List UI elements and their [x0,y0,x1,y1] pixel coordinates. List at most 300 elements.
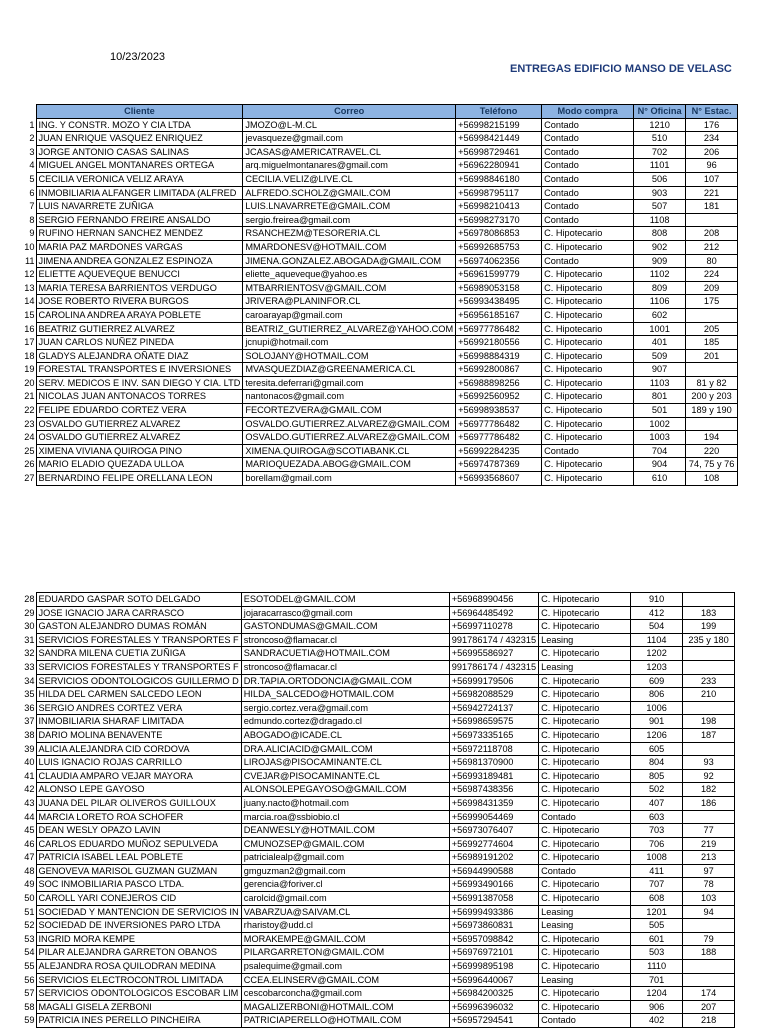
email-cell: eliette_aqueveque@yahoo.es [243,268,456,282]
client-name-cell: ALEJANDRA ROSA QUILODRAN MEDINA [36,960,241,974]
phone-cell: +56998795117 [456,186,542,200]
table-row [0,186,738,200]
office-number-cell: 1008 [631,851,683,865]
phone-cell: +56988898256 [456,376,542,390]
email-cell: ESOTODEL@GMAIL.COM [241,593,449,607]
parking-number-cell [686,308,738,322]
row-number: 20 [24,377,35,388]
office-number-cell: 906 [631,1000,683,1014]
table-row [0,878,735,892]
email-cell: MARIOQUEZADA.ABOG@GMAIL.COM [243,458,456,472]
row-number: 11 [24,255,35,266]
purchase-mode-cell: Contado [542,132,634,146]
email-cell: teresita.deferrari@gmail.com [243,376,456,390]
office-number-cell: 1206 [631,728,683,742]
phone-cell: +56992560952 [456,390,542,404]
phone-cell: +56993490166 [449,878,538,892]
office-number-cell: 1101 [634,159,686,173]
client-name-cell: ING. Y CONSTR. MOZO Y CIA LTDA [36,118,243,132]
phone-cell: 991786174 / 432315 [449,633,538,647]
client-name-cell: CECILIA VERONICA VELIZ ARAYA [36,172,243,186]
table-row [0,213,738,227]
column-header-oficina: N° Oficina [634,105,686,119]
parking-number-cell: 79 [683,932,735,946]
row-number: 5 [29,173,35,184]
email-cell: nantonacos@gmail.com [243,390,456,404]
row-number: 32 [24,648,35,659]
purchase-mode-cell: C. Hipotecario [542,281,634,295]
client-name-cell: OSVALDO GUTIERREZ ALVAREZ [36,417,243,431]
purchase-mode-cell: C. Hipotecario [539,593,631,607]
client-name-cell: ALICIA ALEJANDRA CID CORDOVA [36,742,241,756]
table-row [0,756,735,770]
table-row [0,431,738,445]
email-cell: CMUNOZSEP@GMAIL.COM [241,837,449,851]
table-row [0,1000,735,1014]
office-number-cell: 504 [631,620,683,634]
client-name-cell: SOC INMOBILIARIA PASCO LTDA. [36,878,241,892]
client-name-cell: SERVICIOS ODONTOLOGICOS GUILLERMO D [36,674,241,688]
office-number-cell: 805 [631,769,683,783]
client-name-cell: SERGIO FERNANDO FREIRE ANSALDO [36,213,243,227]
client-name-cell: HILDA DEL CARMEN SALCEDO LEON [36,688,241,702]
parking-number-cell [686,213,738,227]
client-name-cell: MARIA TERESA BARRIENTOS VERDUGO [36,281,243,295]
row-number: 19 [24,364,35,375]
column-header-estacionamiento: N° Estac. [686,105,738,119]
table-row [0,444,738,458]
office-number-cell: 501 [634,404,686,418]
phone-cell: +56973076407 [449,824,538,838]
table-row [0,227,738,241]
email-cell: sergio.cortez.vera@gmail.com [241,701,449,715]
client-name-cell: PILAR ALEJANDRA GARRETON OBANOS [36,946,241,960]
row-number: 17 [24,337,35,348]
client-name-cell: LUIS NAVARRETE ZUÑIGA [36,200,243,214]
client-name-cell: SOCIEDAD Y MANTENCION DE SERVICIOS IN [36,905,241,919]
client-name-cell: GASTON ALEJANDRO DUMAS ROMÁN [36,620,241,634]
client-name-cell: PATRICIA INES PERELLO PINCHEIRA [36,1014,241,1028]
row-number: 29 [24,607,35,618]
purchase-mode-cell: C. Hipotecario [539,851,631,865]
phone-cell: +56991387058 [449,892,538,906]
table-row [0,593,735,607]
phone-cell: +56956185167 [456,308,542,322]
office-number-cell: 706 [631,837,683,851]
client-name-cell: GENOVEVA MARISOL GUZMAN GUZMAN [36,864,241,878]
office-number-cell: 707 [631,878,683,892]
row-number: 18 [24,350,35,361]
table-row [0,281,738,295]
column-header-modo-compra: Modo compra [542,105,634,119]
client-name-cell: JUANA DEL PILAR OLIVEROS GUILLOUX [36,796,241,810]
office-number-cell: 704 [634,444,686,458]
parking-number-cell: 174 [683,987,735,1001]
parking-number-cell: 181 [686,200,738,214]
purchase-mode-cell: Leasing [539,919,631,933]
phone-cell: +56996396032 [449,1000,538,1014]
client-name-cell: ELIETTE AQUEVEQUE BENUCCI [36,268,243,282]
purchase-mode-cell: C. Hipotecario [542,349,634,363]
table-row [0,118,738,132]
row-number: 22 [24,405,35,416]
parking-number-cell: 234 [686,132,738,146]
table-row [0,769,735,783]
office-number-cell: 605 [631,742,683,756]
office-number-cell: 610 [634,472,686,486]
client-name-cell: JUAN CARLOS NUÑEZ PINEDA [36,336,243,350]
purchase-mode-cell: Contado [542,444,634,458]
phone-cell: +56974787369 [456,458,542,472]
phone-cell: +56992180556 [456,336,542,350]
parking-number-cell: 194 [686,431,738,445]
office-number-cell: 1002 [634,417,686,431]
phone-cell: +56987438356 [449,783,538,797]
office-number-cell: 1106 [634,295,686,309]
table-row [0,701,735,715]
report-date: 10/23/2023 [110,51,166,63]
purchase-mode-cell: C. Hipotecario [539,892,631,906]
phone-cell: +56998729461 [456,145,542,159]
email-cell: gerencia@foriver.cl [241,878,449,892]
phone-cell: +56942724137 [449,701,538,715]
purchase-mode-cell: Contado [542,159,634,173]
purchase-mode-cell: Contado [542,118,634,132]
purchase-mode-cell: Contado [539,1014,631,1028]
email-cell: MAGALIZERBONI@HOTMAIL.COM [241,1000,449,1014]
purchase-mode-cell: Contado [542,200,634,214]
client-name-cell: SERVICIOS ELECTROCONTROL LIMITADA [36,973,241,987]
phone-cell: +56996440067 [449,973,538,987]
parking-number-cell: 189 y 190 [686,404,738,418]
parking-number-cell: 77 [683,824,735,838]
parking-number-cell: 207 [683,1000,735,1014]
purchase-mode-cell: Leasing [539,973,631,987]
email-cell: CVEJAR@PISOCAMINANTE.CL [241,769,449,783]
office-number-cell: 701 [631,973,683,987]
parking-number-cell: 92 [683,769,735,783]
table-row [0,824,735,838]
row-number: 50 [24,893,35,904]
email-cell: cescobarconcha@gmail.com [241,987,449,1001]
parking-number-cell: 235 y 180 [683,633,735,647]
row-number: 24 [24,432,35,443]
row-number: 48 [24,865,35,876]
email-cell: JRIVERA@PLANINFOR.CL [243,295,456,309]
parking-number-cell: 97 [683,864,735,878]
client-name-cell: DARIO MOLINA BENAVENTE [36,728,241,742]
row-number: 52 [24,920,35,931]
phone-cell: +56981370900 [449,756,538,770]
parking-number-cell: 201 [686,349,738,363]
phone-cell: +56999493386 [449,905,538,919]
office-number-cell: 407 [631,796,683,810]
office-number-cell: 903 [634,186,686,200]
email-cell: LUIS.LNAVARRETE@GMAIL.COM [243,200,456,214]
purchase-mode-cell: C. Hipotecario [539,742,631,756]
parking-number-cell [683,701,735,715]
row-number: 8 [29,214,35,225]
table-row [0,688,735,702]
table-row [0,458,738,472]
table-row [0,417,738,431]
row-number: 39 [24,743,35,754]
office-number-cell: 804 [631,756,683,770]
purchase-mode-cell: C. Hipotecario [539,688,631,702]
table-row [0,660,735,674]
office-number-cell: 609 [631,674,683,688]
phone-cell: +56973860831 [449,919,538,933]
client-name-cell: LUIS IGNACIO ROJAS CARRILLO [36,756,241,770]
row-number: 43 [24,797,35,808]
client-name-cell: SERVICIOS FORESTALES Y TRANSPORTES F [36,633,241,647]
client-name-cell: SANDRA MILENA CUETIA ZUÑIGA [36,647,241,661]
table-row [0,390,738,404]
client-name-cell: DEAN WESLY OPAZO LAVIN [36,824,241,838]
purchase-mode-cell: C. Hipotecario [542,417,634,431]
parking-number-cell [683,919,735,933]
parking-number-cell: 93 [683,756,735,770]
phone-cell: +56998431359 [449,796,538,810]
client-name-cell: SERGIO ANDRES CORTEZ VERA [36,701,241,715]
client-name-cell: PATRICIA ISABEL LEAL POBLETE [36,851,241,865]
office-number-cell: 910 [631,593,683,607]
table-row [0,973,735,987]
office-number-cell: 1104 [631,633,683,647]
office-number-cell: 510 [634,132,686,146]
purchase-mode-cell: C. Hipotecario [539,878,631,892]
row-number: 47 [24,852,35,863]
office-number-cell: 411 [631,864,683,878]
parking-number-cell: 209 [686,281,738,295]
deliveries-table-top [0,104,738,486]
email-cell: DR.TAPIA.ORTODONCIA@GMAIL.COM [241,674,449,688]
client-name-cell: CAROLL YARI CONEJEROS CID [36,892,241,906]
header-row [0,105,738,119]
row-number: 34 [24,675,35,686]
office-number-cell: 502 [631,783,683,797]
phone-cell: +56977786482 [456,431,542,445]
row-number: 31 [24,634,35,645]
email-cell: gmguzman2@gmail.com [241,864,449,878]
office-number-cell: 1110 [631,960,683,974]
client-name-cell: MARIA PAZ MARDONES VARGAS [36,240,243,254]
parking-number-cell [683,810,735,824]
purchase-mode-cell: Leasing [539,633,631,647]
client-name-cell: INGRID MORA KEMPE [36,932,241,946]
purchase-mode-cell: C. Hipotecario [539,769,631,783]
table-row [0,240,738,254]
purchase-mode-cell: C. Hipotecario [539,783,631,797]
row-number: 30 [24,621,35,632]
email-cell: jojaracarrasco@gmail.com [241,606,449,620]
row-number: 14 [24,296,35,307]
parking-number-cell: 74, 75 y 76 [686,458,738,472]
table-row [0,892,735,906]
table-row [0,851,735,865]
purchase-mode-cell: C. Hipotecario [542,431,634,445]
parking-number-cell: 198 [683,715,735,729]
phone-cell: +56992685753 [456,240,542,254]
row-number: 53 [24,933,35,944]
purchase-mode-cell: C. Hipotecario [542,322,634,336]
row-number: 59 [24,1015,35,1026]
parking-number-cell: 186 [683,796,735,810]
row-number: 44 [24,811,35,822]
email-cell: juany.nacto@hotmail.com [241,796,449,810]
phone-cell: +56961599779 [456,268,542,282]
email-cell: SOLOJANY@HOTMAIL.COM [243,349,456,363]
email-cell: JCASAS@AMERICATRAVEL.CL [243,145,456,159]
row-number: 33 [24,661,35,672]
email-cell: MORAKEMPE@GMAIL.COM [241,932,449,946]
email-cell: GASTONDUMAS@GMAIL.COM [241,620,449,634]
email-cell: jevasqueze@gmail.com [243,132,456,146]
table-row [0,295,738,309]
office-number-cell: 602 [634,308,686,322]
office-number-cell: 1210 [634,118,686,132]
email-cell: MMARDONESV@HOTMAIL.COM [243,240,456,254]
row-number: 7 [29,201,35,212]
row-number: 55 [24,961,35,972]
client-name-cell: INMOBILIARIA ALFANGER LIMITADA (ALFRED [36,186,243,200]
table-row [0,742,735,756]
client-name-cell: BERNARDINO FELIPE ORELLANA LEON [36,472,243,486]
email-cell: PILARGARRETON@GMAIL.COM [241,946,449,960]
purchase-mode-cell: C. Hipotecario [539,620,631,634]
parking-number-cell: 224 [686,268,738,282]
phone-cell: +56999895198 [449,960,538,974]
office-number-cell: 1102 [634,268,686,282]
table-row [0,620,735,634]
parking-number-cell [686,363,738,377]
table-row [0,932,735,946]
table-row [0,200,738,214]
email-cell: DEANWESLY@HOTMAIL.COM [241,824,449,838]
column-header-telefono: Teléfono [456,105,542,119]
office-number-cell: 703 [631,824,683,838]
table-row [0,172,738,186]
parking-number-cell: 220 [686,444,738,458]
email-cell: RSANCHEZM@TESORERIA.CL [243,227,456,241]
email-cell: stroncoso@flamacar.cl [241,633,449,647]
purchase-mode-cell: C. Hipotecario [539,715,631,729]
email-cell: borellam@gmail.com [243,472,456,486]
parking-number-cell: 96 [686,159,738,173]
client-name-cell: ALONSO LEPE GAYOSO [36,783,241,797]
purchase-mode-cell: C. Hipotecario [539,837,631,851]
client-name-cell: SOCIEDAD DE INVERSIONES PARO LTDA [36,919,241,933]
phone-cell: +56993189481 [449,769,538,783]
purchase-mode-cell: C. Hipotecario [539,674,631,688]
purchase-mode-cell: C. Hipotecario [539,932,631,946]
office-number-cell: 909 [634,254,686,268]
office-number-cell: 808 [634,227,686,241]
office-number-cell: 506 [634,172,686,186]
table-row [0,633,735,647]
office-number-cell: 902 [634,240,686,254]
purchase-mode-cell: C. Hipotecario [542,295,634,309]
email-cell: PATRICIAPERELLO@HOTMAIL.COM [241,1014,449,1028]
client-name-cell: SERV. MEDICOS E INV. SAN DIEGO Y CIA. LTD [36,376,243,390]
client-name-cell: JUAN ENRIQUE VASQUEZ ENRIQUEZ [36,132,243,146]
office-number-cell: 901 [631,715,683,729]
parking-number-cell: 107 [686,172,738,186]
email-cell: stroncoso@flamacar.cl [241,660,449,674]
office-number-cell: 507 [634,200,686,214]
email-cell: XIMENA.QUIROGA@SCOTIABANK.CL [243,444,456,458]
office-number-cell: 809 [634,281,686,295]
purchase-mode-cell: Leasing [539,905,631,919]
row-number: 3 [29,146,35,157]
purchase-mode-cell: Leasing [539,660,631,674]
email-cell: marcia.roa@ssbiobio.cl [241,810,449,824]
client-name-cell: MARIO ELADIO QUEZADA ULLOA [36,458,243,472]
client-name-cell: RUFINO HERNAN SANCHEZ MENDEZ [36,227,243,241]
row-number: 58 [24,1001,35,1012]
row-number: 26 [24,459,35,470]
email-cell: SANDRACUETIA@HOTMAIL.COM [241,647,449,661]
client-name-cell: MAGALI GISELA ZERBONI [36,1000,241,1014]
table-row [0,946,735,960]
table-row [0,919,735,933]
parking-number-cell: 218 [683,1014,735,1028]
row-number: 4 [29,160,35,171]
phone-cell: +56999054469 [449,810,538,824]
purchase-mode-cell: C. Hipotecario [539,728,631,742]
purchase-mode-cell: C. Hipotecario [542,336,634,350]
parking-number-cell: 206 [686,145,738,159]
parking-number-cell: 188 [683,946,735,960]
email-cell: rharistoy@udd.cl [241,919,449,933]
parking-number-cell: 210 [683,688,735,702]
office-number-cell: 1001 [634,322,686,336]
table-row [0,810,735,824]
phone-cell: +56998659575 [449,715,538,729]
purchase-mode-cell: C. Hipotecario [542,268,634,282]
email-cell: OSVALDO.GUTIERREZ.ALVAREZ@GMAIL.COM [243,431,456,445]
table-row [0,132,738,146]
table-row [0,254,738,268]
phone-cell: +56995586927 [449,647,538,661]
parking-number-cell: 103 [683,892,735,906]
email-cell: JMOZO@L-M.CL [243,118,456,132]
email-cell: sergio.freirea@gmail.com [243,213,456,227]
row-number: 2 [29,133,35,144]
email-cell: caroarayap@gmail.com [243,308,456,322]
table-row [0,905,735,919]
purchase-mode-cell: C. Hipotecario [539,824,631,838]
row-number: 46 [24,838,35,849]
phone-cell: 991786174 / 432315 [449,660,538,674]
client-name-cell: JORGE ANTONIO CASAS SALINAS [36,145,243,159]
phone-cell: +56999179506 [449,674,538,688]
row-number: 35 [24,689,35,700]
email-cell: carolcid@gmail.com [241,892,449,906]
purchase-mode-cell: C. Hipotecario [539,1000,631,1014]
parking-number-cell [683,742,735,756]
office-number-cell: 801 [634,390,686,404]
phone-cell: +56998938537 [456,404,542,418]
office-number-cell: 603 [631,810,683,824]
phone-cell: +56989191202 [449,851,538,865]
phone-cell: +56982088529 [449,688,538,702]
table-row [0,715,735,729]
row-number: 37 [24,716,35,727]
phone-cell: +56973335165 [449,728,538,742]
purchase-mode-cell: C. Hipotecario [542,376,634,390]
parking-number-cell: 185 [686,336,738,350]
